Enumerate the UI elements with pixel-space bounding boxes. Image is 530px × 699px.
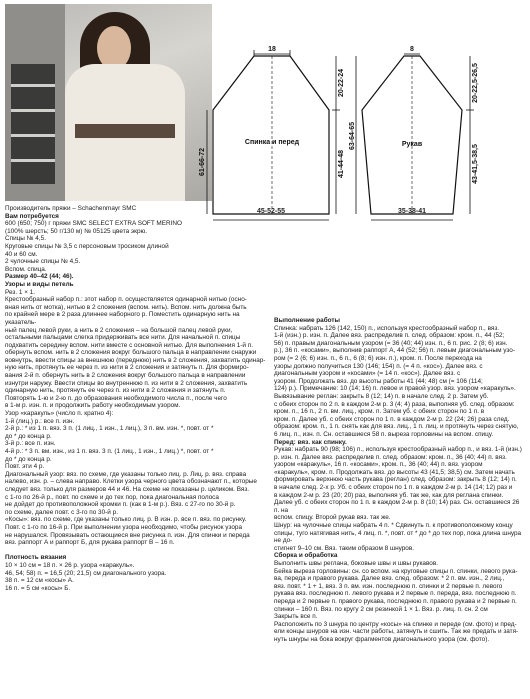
schema2-right-upper-label: 20-22,5-26,5	[472, 63, 479, 103]
text-line: с обеих сторон по 2 п. в каждом 2-м р. 3 (4; 4) раза, выполняя уб. след. образом:	[274, 400, 515, 408]
text-line: до * до конца р.	[5, 455, 52, 463]
text-line: вовнутрь, ввести спицы за внешнюю (переднюю) нить в 2 сложения, захватить одинар-	[5, 356, 266, 364]
text-line: 38 п. = 12 см «косы» А.	[5, 577, 74, 585]
schema1-right-upper-label: 20-22-24	[338, 68, 345, 98]
text-line: 10 × 10 см = 18 п. × 26 р. узора «каракуль».	[5, 561, 135, 569]
text-line: образом: кром. п., 1 п. снять как для вяз. лиц., 1 п. лиц. и протянуть через снятую,	[274, 423, 519, 431]
text-line: вяз. раппорт А и раппорт Б, для рукава раппорт В – 16 п.	[5, 539, 175, 547]
text-line: спинки – 160 п. Вяз. по кругу 2 см резинкой 1 × 1. Вяз. р. лиц. п. сн. 2 см	[274, 605, 488, 613]
text-line: Выполнить швы реглана, боковые швы и швы рукавов.	[274, 560, 438, 567]
text-line: ный палец левой руки, а нить в 2 сложения – на большой палец левой руки,	[5, 326, 233, 334]
text-line: 124) р.). Примечание: 10 (14; 16) п. левое и правой узор. вяз. узором «каракуль».	[274, 385, 516, 393]
text-line: переда и 2 первые п. правого рукава, последнюю п. правого рукава и 2 первые п.	[274, 597, 517, 605]
text-line: Узор «каракуль» (число п. кратно 4):	[5, 410, 114, 418]
schema2-left-label: 63-64-65	[349, 121, 356, 151]
text-line: ром (= 2 (6; 6) изн. п., 6 п., 6 (8; 6) изн. п.), кром. п. После перехода на	[274, 354, 482, 362]
text-line: Диагональный узор: вяз. по схеме, где указаны только лиц. р. Лиц. р. вяз. справа	[5, 470, 247, 478]
text-line: «Косы»: вяз. по схеме, где указаны только лиц. р. В изн. р. все п. вяз. по рисунку.	[5, 516, 247, 524]
text-line: 2 чулочные спицы № 4,5.	[5, 258, 81, 266]
text-line: обернуть вспом. нить в 2 сложения вокруг большого пальца в направлении снаружи	[5, 349, 257, 357]
text-line: рукава вяз. последнюю п. левого рукава и 2 первые п. переда, вяз. последнюю п.	[274, 590, 517, 598]
text-line: 56) п. правым диагональным узором (= 36 (40; 44) изн. п., 6 п. рис. 2 (8; 6) изн.	[274, 339, 508, 347]
schema1-right-lower-label: 41-44-48	[338, 149, 345, 179]
schema-sleeve	[349, 40, 504, 222]
text-line: вяз. повт. * 1 + 1, вяз. 3 п. вм. изн. последнюю п. спинки и 2 первые п. левого	[274, 582, 503, 590]
text-line: не дойдет до противоположной кромки п. (как в 1-м р.). Вяз. с 27-го по 30-й р.	[5, 501, 236, 509]
text-line: следует вяз. только для размеров 44 и 46. На схеме не показаны р. целиком. Вяз.	[5, 485, 250, 493]
text-line: Спицы № 4,5.	[5, 235, 46, 243]
text-line: 1-й (изн.) р. изн. п. Далее вяз. распределив п. след. образом: кром. п., 44 (52;	[274, 332, 505, 340]
text-line: 46, 54; 58) п. = 16,5 (20; 21,5) см диагонального узора.	[5, 569, 167, 577]
schema2-bottom-label: 35-38-41	[397, 208, 427, 215]
text-line: Бейка выреза горловины: сн. со вспом. на круговые спицы п. спинки, левого рука-	[274, 567, 518, 575]
text-line: 1-й (лиц.) р.: все п. изн.	[5, 417, 75, 425]
text-line: подхватить середину вспом. нити вместе с основной нитью. Для выполнения 1-й п.	[5, 341, 253, 349]
text-line: ную нить, протянуть ее через п. из нити в 2 сложения и затянуть п. Для формиро-	[5, 364, 249, 372]
text-line: Повт. эти 4 р.	[5, 463, 45, 471]
text-line: узоры должно получиться 130 (146; 154) п. (= 4 п. «кос»). Далее вяз. с	[274, 362, 483, 370]
text-line: нуть шнуры на бока вокруг фрагментов диагонального узора (см. фото).	[274, 635, 490, 643]
text-line: Перед: вяз. как спинку.	[274, 438, 347, 446]
text-line: Спинка: набрать 126 (142, 150) п., используя крестообразный набор п., вяз.	[274, 324, 500, 332]
right-text-column	[274, 317, 526, 644]
schema1-bottom-label: 45-52-55	[256, 208, 286, 215]
text-line: 4-й р.: * 3 п. вм. изн., из 1 п. вяз. 3 п. (1 лиц., 1 изн., 1 лиц.) *, повт. от *	[5, 448, 214, 455]
text-line: вная нить от мотка), нитью в 2 сложения (вспом. нить). Вспом. нить должна быть	[5, 303, 247, 311]
text-line: в начале след. 2-х р. Уб. с обеих сторон по 1 п. в каждом 2-м р. 14 (14; 12) раз и	[274, 484, 513, 492]
text-line: Далее уб. с обеих сторон по 1 п. в каждом 2-м р. 8 (10; 14) раз. Сн. оставшиеся 26 п. на	[274, 499, 520, 514]
schema1-top-label: 18	[268, 46, 276, 53]
text-line: изнутри наружу. Ввести спицы во внутреннюю п. из нити в 2 сложения, захватить	[5, 379, 248, 387]
text-line: по схеме, далее повт. с 3-го по 30-й р.	[5, 508, 118, 516]
schema1-left-label: 61-66-72	[199, 147, 206, 177]
text-line: Вывязывание реглан: закрыть 8 (12; 14) п. в начале след. 2 р. Затем уб.	[274, 392, 489, 400]
text-line: Повт. с 1-го по 16-й р. При выполнении узора необходимо, чтобы рисунок узора	[5, 523, 242, 531]
text-line: «каракуль», кром. п. Продолжать вяз. до высоты 43 (41,5; 38,5) см. Затем начать	[274, 468, 515, 476]
schema2-title: Рукав	[401, 141, 423, 148]
text-line: 3-й р.: все п. изн.	[5, 440, 56, 448]
text-line: Сборка и обработка	[274, 552, 338, 560]
left-text-column	[5, 205, 267, 592]
schema2-right-lower-label: 43-41,5-38,5	[472, 144, 479, 184]
schema2-top-label: 8	[410, 46, 414, 53]
text-line: Размер 40–42 (44; 46).	[5, 273, 74, 281]
text-line: Выполнение работы	[274, 317, 341, 324]
text-line: налево, изн. р. – слева направо. Клетки узора черного цвета обозначают п., которые	[5, 478, 257, 486]
text-line: не нарушался. Провязывать остающиеся вне рисунка п. изн. Для спинки и переда	[5, 531, 250, 539]
text-line: Повторять 1-ю и 2-ю п. до образования необходимого числа п., после чего	[5, 394, 227, 402]
text-line: Расположить по 3 шнура по центру «косы» на спинке и переде (см. фото) и пред-	[274, 620, 517, 628]
model-photo	[5, 4, 212, 201]
text-line: вспом. спицу. Второй рукав вяз. так же.	[274, 514, 391, 522]
text-line: Круговые спицы № 3,5 с персоновым тросиком длиной	[5, 242, 169, 250]
text-line: диагональным узором и «косами» (= 14 п. «кос»). Далее вяз. с	[274, 370, 461, 378]
text-line: ва, переда и правого рукава. Далее вяз. след. образом: * 2 п. вм. изн., 2 лиц.,	[274, 575, 505, 583]
text-line: до * до конца р.	[5, 432, 52, 440]
text-line: стигнет 9–10 см. Вяз. таким образом 8 шнуров.	[274, 544, 415, 552]
text-line: Шнур: на чулочные спицы набрать 4 п. * Сдвинуть п. к противоположному концу	[274, 522, 513, 530]
text-line: узором. Продолжать вяз. до высоты работы 41 (44; 48) см (= 106 (114;	[274, 377, 483, 385]
text-line: формировать верхнюю часть рукава (реглан) след. образом: закрыть 8 (12; 14) п.	[274, 476, 517, 484]
text-line: остальными пальцами слегка придерживать все нити. Для начальной п. спицы	[5, 334, 241, 342]
text-line: 16 п. = 5 см «косы» Б.	[5, 584, 71, 592]
text-line: спицы, туго натягивая нить, 4 лиц. п. *, повт. от * до * до тех пор, пока длина шнура не до-	[274, 529, 522, 545]
text-line: Вам потребуется	[5, 212, 59, 220]
text-line: узором «каракуль», 16 п. «косами», кром. п., 36 (40; 44) п. вяз. узором	[274, 461, 483, 469]
window-image	[11, 64, 55, 184]
text-line: вания 2-й п. обернуть нить в 2 сложения вокруг большого пальца в направлении	[5, 372, 246, 380]
text-line: 600 (650; 750) г пряжи SMC SELECT EXTRA SOFT MERINO	[5, 220, 182, 228]
text-line: ели концы шнуров на изн. части работы, затянуть и сшить. Так же предать и затя-	[274, 628, 519, 636]
text-line: р. изн. п. Далее вяз. распределив п. след. образом: кром. п., 36 (40; 44) п. вяз.	[274, 453, 507, 461]
text-line: Плотность вязания	[5, 554, 67, 562]
schema-back-front	[196, 40, 346, 222]
schema1-title: Спинка и перед	[244, 139, 300, 146]
text-line: 2-й р.: * из 1 п. вяз. 3 п. (1 лиц., 1 изн., 1 лиц.), 3 п. вм. изн. *, повт. от *	[5, 425, 214, 433]
text-line: Рез. 1 × 1.	[5, 288, 36, 296]
text-line: Рукав: набрать 90 (98; 106) п., используя крестообразный набор п., и вяз. 1-й (изн.)	[274, 446, 522, 454]
text-line: р.), 36 п. «косами», выполнив раппорт А, 44 (52; 56) п. левым диагональным узо-	[274, 347, 515, 355]
text-line: кром. п. Далее уб. с обеих сторон по 1 п. в каждом 2-м р. 22 (24; 26) раза след.	[274, 415, 510, 423]
text-line: в каждом 2-м р. 23 (20; 20) раз, выполняя уб. так же, как для реглана спинки.	[274, 491, 504, 499]
text-line: в 1-м р. изн. п. и продолжить работу необходимым узором.	[5, 402, 181, 410]
text-line: по крайней мере в 2 раза длиннее наборного р. Поместить одинарную нить на указатель-	[5, 311, 240, 326]
text-line: Производитель пряжи – Schachenmayr SMC	[5, 205, 137, 212]
text-line: Крестообразный набор п.: этот набор п. осуществляется одинарной нитью (осно-	[5, 296, 247, 304]
text-line: 6 лиц. п., изн. п. Сн. оставшиеся 58 п. выреза горловины на вспом. спицу.	[274, 430, 494, 438]
text-line: Узоры и виды петель	[5, 280, 74, 288]
text-line	[5, 547, 267, 555]
text-line: с 1-го по 26-й р., повт. по схеме и до тех пор, пока диагональная полоса	[5, 493, 219, 501]
text-line: (100% шерсть; 50 г/130 м) № 05125 цвета экрю.	[5, 227, 148, 235]
text-line: 40 и 60 см.	[5, 250, 38, 258]
text-line: Закрыть все п.	[274, 613, 318, 621]
text-line: одинарную нить, протянуть ее через п. из нити в 2 сложения и затянуть п.	[5, 387, 226, 395]
text-line: кром. п., 16 п., 2 п. вм. лиц., кром. п. Затем уб. с обеих сторон по 1 п. в	[274, 408, 485, 416]
text-line: Вспом. спица.	[5, 265, 47, 273]
